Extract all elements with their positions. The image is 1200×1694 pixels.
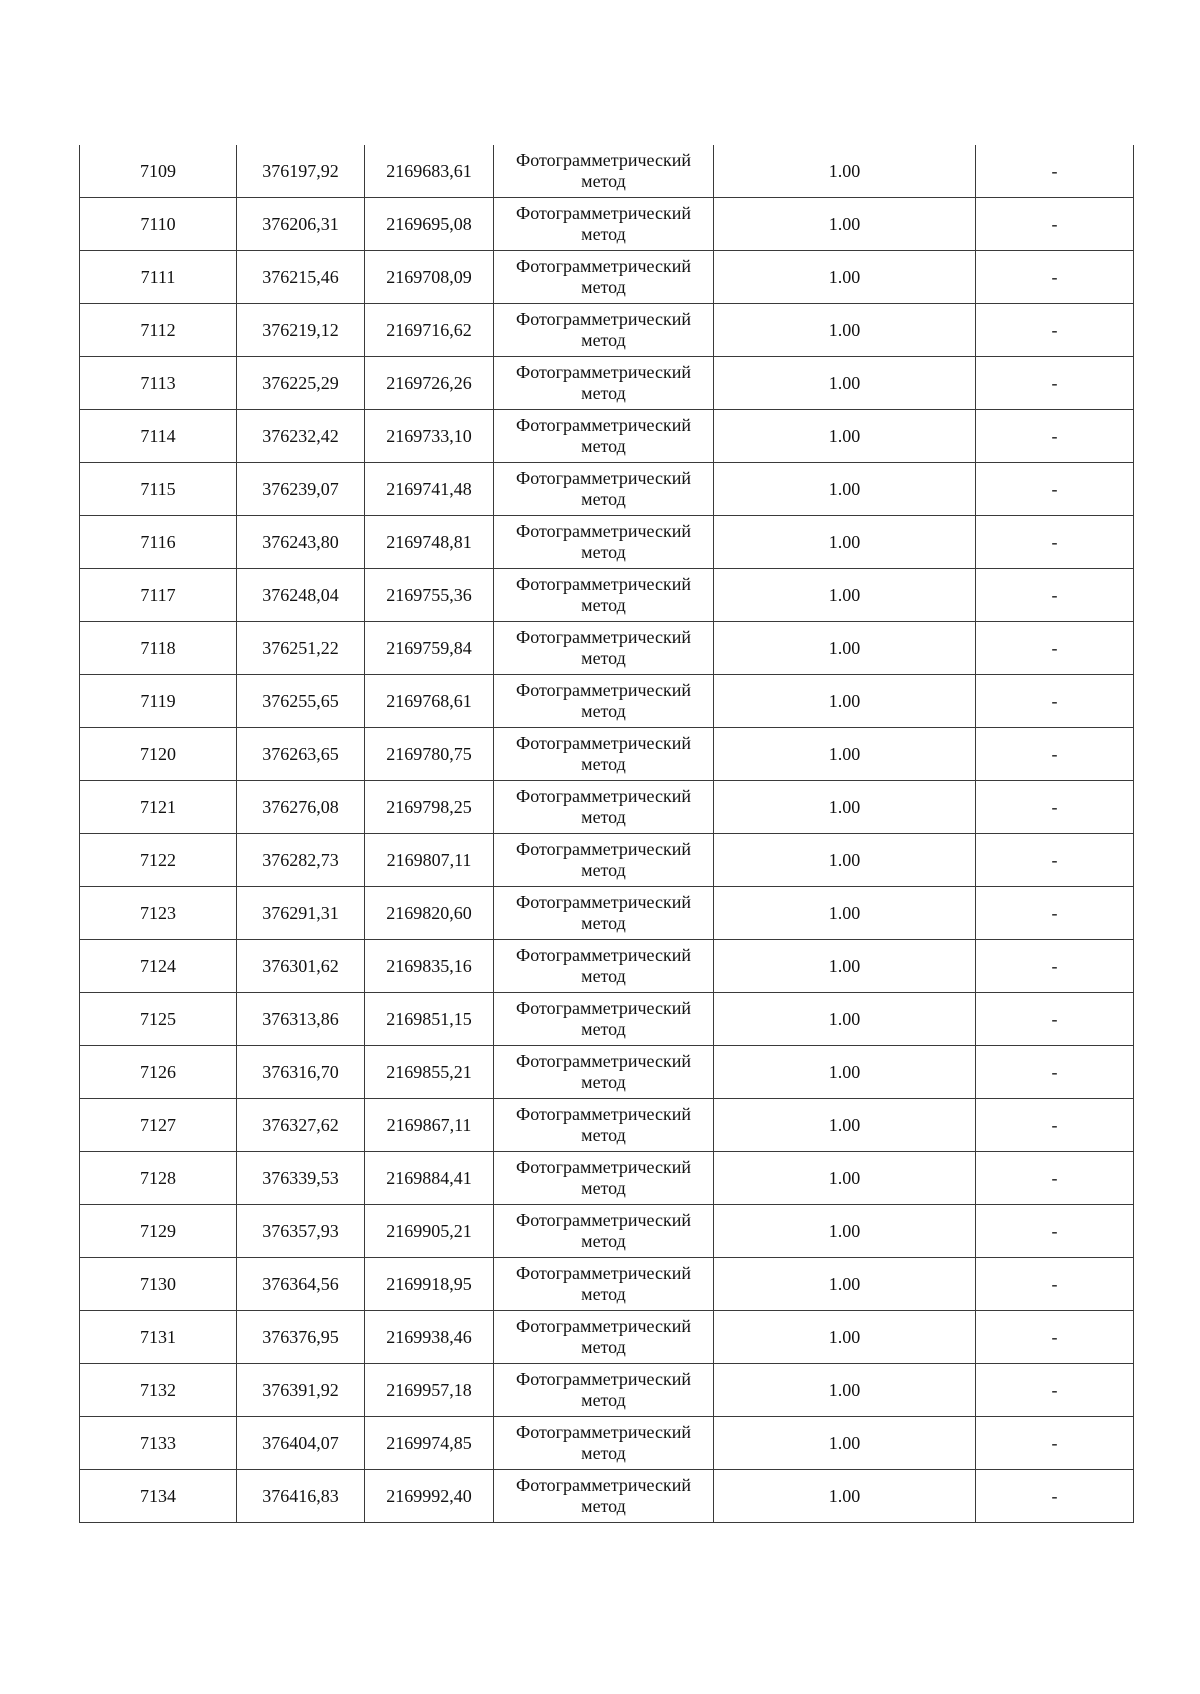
note-cell: - bbox=[976, 569, 1134, 622]
note-cell: - bbox=[976, 516, 1134, 569]
accuracy-cell: 1.00 bbox=[714, 516, 976, 569]
method-text-line-2: метод bbox=[581, 648, 626, 668]
point-number-cell: 7133 bbox=[80, 1417, 237, 1470]
method-text-line-2: метод bbox=[581, 1496, 626, 1516]
point-number-cell: 7121 bbox=[80, 781, 237, 834]
note-cell: - bbox=[976, 1311, 1134, 1364]
method-text-line-1: Фотограмметрический bbox=[516, 839, 691, 859]
method-cell bbox=[494, 1311, 714, 1364]
x-coordinate-cell: 376263,65 bbox=[237, 728, 365, 781]
note-cell: - bbox=[976, 304, 1134, 357]
method-text-line-1: Фотограмметрический bbox=[516, 362, 691, 382]
accuracy-cell: 1.00 bbox=[714, 834, 976, 887]
accuracy-cell: 1.00 bbox=[714, 675, 976, 728]
point-number-cell: 7128 bbox=[80, 1152, 237, 1205]
accuracy-cell: 1.00 bbox=[714, 1046, 976, 1099]
accuracy-cell: 1.00 bbox=[714, 145, 976, 198]
table-row bbox=[80, 357, 1134, 410]
point-number-cell: 7111 bbox=[80, 251, 237, 304]
table-row bbox=[80, 463, 1134, 516]
accuracy-cell: 1.00 bbox=[714, 1417, 976, 1470]
method-text-line-2: метод bbox=[581, 1125, 626, 1145]
coordinates-table bbox=[79, 145, 1134, 1523]
note-cell: - bbox=[976, 1099, 1134, 1152]
table-row bbox=[80, 1258, 1134, 1311]
x-coordinate-cell: 376339,53 bbox=[237, 1152, 365, 1205]
method-text-line-2: метод bbox=[581, 1337, 626, 1357]
point-number-cell: 7115 bbox=[80, 463, 237, 516]
note-cell: - bbox=[976, 728, 1134, 781]
method-text-line-1: Фотограмметрический bbox=[516, 256, 691, 276]
method-text-line-1: Фотограмметрический bbox=[516, 1157, 691, 1177]
x-coordinate-cell: 376376,95 bbox=[237, 1311, 365, 1364]
method-text-line-2: метод bbox=[581, 1284, 626, 1304]
point-number-cell: 7129 bbox=[80, 1205, 237, 1258]
y-coordinate-cell: 2169918,95 bbox=[365, 1258, 494, 1311]
table-row bbox=[80, 304, 1134, 357]
point-number-cell: 7116 bbox=[80, 516, 237, 569]
method-cell bbox=[494, 198, 714, 251]
note-cell: - bbox=[976, 622, 1134, 675]
note-cell: - bbox=[976, 145, 1134, 198]
method-text-line-1: Фотограмметрический bbox=[516, 1051, 691, 1071]
x-coordinate-cell: 376248,04 bbox=[237, 569, 365, 622]
table-row bbox=[80, 569, 1134, 622]
x-coordinate-cell: 376316,70 bbox=[237, 1046, 365, 1099]
x-coordinate-cell: 376219,12 bbox=[237, 304, 365, 357]
y-coordinate-cell: 2169780,75 bbox=[365, 728, 494, 781]
x-coordinate-cell: 376291,31 bbox=[237, 887, 365, 940]
point-number-cell: 7117 bbox=[80, 569, 237, 622]
x-coordinate-cell: 376243,80 bbox=[237, 516, 365, 569]
method-text-line-1: Фотограмметрический bbox=[516, 733, 691, 753]
accuracy-cell: 1.00 bbox=[714, 728, 976, 781]
point-number-cell: 7127 bbox=[80, 1099, 237, 1152]
method-text-line-2: метод bbox=[581, 1390, 626, 1410]
method-cell bbox=[494, 940, 714, 993]
method-cell bbox=[494, 887, 714, 940]
accuracy-cell: 1.00 bbox=[714, 1205, 976, 1258]
y-coordinate-cell: 2169708,09 bbox=[365, 251, 494, 304]
method-text-line-1: Фотограмметрический bbox=[516, 150, 691, 170]
note-cell: - bbox=[976, 781, 1134, 834]
method-cell bbox=[494, 1470, 714, 1523]
x-coordinate-cell: 376232,42 bbox=[237, 410, 365, 463]
method-cell bbox=[494, 1205, 714, 1258]
y-coordinate-cell: 2169905,21 bbox=[365, 1205, 494, 1258]
y-coordinate-cell: 2169748,81 bbox=[365, 516, 494, 569]
note-cell: - bbox=[976, 887, 1134, 940]
accuracy-cell: 1.00 bbox=[714, 1258, 976, 1311]
point-number-cell: 7122 bbox=[80, 834, 237, 887]
method-text-line-2: метод bbox=[581, 171, 626, 191]
method-cell bbox=[494, 622, 714, 675]
note-cell: - bbox=[976, 357, 1134, 410]
table-row bbox=[80, 1152, 1134, 1205]
method-text-line-1: Фотограмметрический bbox=[516, 1422, 691, 1442]
method-cell bbox=[494, 410, 714, 463]
method-cell bbox=[494, 1099, 714, 1152]
method-cell bbox=[494, 251, 714, 304]
x-coordinate-cell: 376404,07 bbox=[237, 1417, 365, 1470]
point-number-cell: 7131 bbox=[80, 1311, 237, 1364]
y-coordinate-cell: 2169867,11 bbox=[365, 1099, 494, 1152]
method-text-line-2: метод bbox=[581, 966, 626, 986]
table-row bbox=[80, 1205, 1134, 1258]
table-row bbox=[80, 675, 1134, 728]
method-text-line-1: Фотограмметрический bbox=[516, 1475, 691, 1495]
method-text-line-2: метод bbox=[581, 860, 626, 880]
point-number-cell: 7110 bbox=[80, 198, 237, 251]
table-row bbox=[80, 993, 1134, 1046]
method-text-line-1: Фотограмметрический bbox=[516, 309, 691, 329]
point-number-cell: 7118 bbox=[80, 622, 237, 675]
table-row bbox=[80, 728, 1134, 781]
x-coordinate-cell: 376364,56 bbox=[237, 1258, 365, 1311]
accuracy-cell: 1.00 bbox=[714, 1311, 976, 1364]
x-coordinate-cell: 376276,08 bbox=[237, 781, 365, 834]
y-coordinate-cell: 2169957,18 bbox=[365, 1364, 494, 1417]
method-text-line-1: Фотограмметрический bbox=[516, 1210, 691, 1230]
method-text-line-2: метод bbox=[581, 1443, 626, 1463]
note-cell: - bbox=[976, 463, 1134, 516]
table-row bbox=[80, 940, 1134, 993]
table-row bbox=[80, 622, 1134, 675]
y-coordinate-cell: 2169992,40 bbox=[365, 1470, 494, 1523]
accuracy-cell: 1.00 bbox=[714, 198, 976, 251]
accuracy-cell: 1.00 bbox=[714, 993, 976, 1046]
method-text-line-2: метод bbox=[581, 913, 626, 933]
y-coordinate-cell: 2169726,26 bbox=[365, 357, 494, 410]
method-text-line-1: Фотограмметрический bbox=[516, 1104, 691, 1124]
table-row bbox=[80, 887, 1134, 940]
y-coordinate-cell: 2169733,10 bbox=[365, 410, 494, 463]
method-text-line-2: метод bbox=[581, 277, 626, 297]
method-text-line-2: метод bbox=[581, 489, 626, 509]
method-text-line-1: Фотограмметрический bbox=[516, 574, 691, 594]
method-text-line-2: метод bbox=[581, 807, 626, 827]
x-coordinate-cell: 376391,92 bbox=[237, 1364, 365, 1417]
point-number-cell: 7125 bbox=[80, 993, 237, 1046]
accuracy-cell: 1.00 bbox=[714, 781, 976, 834]
x-coordinate-cell: 376215,46 bbox=[237, 251, 365, 304]
y-coordinate-cell: 2169938,46 bbox=[365, 1311, 494, 1364]
y-coordinate-cell: 2169768,61 bbox=[365, 675, 494, 728]
y-coordinate-cell: 2169716,62 bbox=[365, 304, 494, 357]
method-text-line-1: Фотограмметрический bbox=[516, 945, 691, 965]
note-cell: - bbox=[976, 993, 1134, 1046]
y-coordinate-cell: 2169683,61 bbox=[365, 145, 494, 198]
point-number-cell: 7120 bbox=[80, 728, 237, 781]
x-coordinate-cell: 376225,29 bbox=[237, 357, 365, 410]
table-row bbox=[80, 1470, 1134, 1523]
method-text-line-1: Фотограмметрический bbox=[516, 1316, 691, 1336]
y-coordinate-cell: 2169741,48 bbox=[365, 463, 494, 516]
point-number-cell: 7124 bbox=[80, 940, 237, 993]
table-row bbox=[80, 145, 1134, 198]
x-coordinate-cell: 376357,93 bbox=[237, 1205, 365, 1258]
accuracy-cell: 1.00 bbox=[714, 1152, 976, 1205]
method-text-line-1: Фотограмметрический bbox=[516, 892, 691, 912]
method-text-line-2: метод bbox=[581, 1178, 626, 1198]
method-text-line-1: Фотограмметрический bbox=[516, 521, 691, 541]
method-cell bbox=[494, 1417, 714, 1470]
table-row bbox=[80, 1046, 1134, 1099]
method-text-line-1: Фотограмметрический bbox=[516, 998, 691, 1018]
y-coordinate-cell: 2169851,15 bbox=[365, 993, 494, 1046]
y-coordinate-cell: 2169755,36 bbox=[365, 569, 494, 622]
method-text-line-2: метод bbox=[581, 1231, 626, 1251]
x-coordinate-cell: 376327,62 bbox=[237, 1099, 365, 1152]
method-cell bbox=[494, 145, 714, 198]
y-coordinate-cell: 2169695,08 bbox=[365, 198, 494, 251]
table-row bbox=[80, 1311, 1134, 1364]
accuracy-cell: 1.00 bbox=[714, 357, 976, 410]
y-coordinate-cell: 2169855,21 bbox=[365, 1046, 494, 1099]
x-coordinate-cell: 376255,65 bbox=[237, 675, 365, 728]
note-cell: - bbox=[976, 1258, 1134, 1311]
method-text-line-1: Фотограмметрический bbox=[516, 1263, 691, 1283]
method-text-line-2: метод bbox=[581, 1019, 626, 1039]
table-row bbox=[80, 516, 1134, 569]
point-number-cell: 7114 bbox=[80, 410, 237, 463]
method-text-line-2: метод bbox=[581, 595, 626, 615]
table-row bbox=[80, 781, 1134, 834]
x-coordinate-cell: 376282,73 bbox=[237, 834, 365, 887]
method-text-line-1: Фотограмметрический bbox=[516, 415, 691, 435]
method-cell bbox=[494, 1258, 714, 1311]
accuracy-cell: 1.00 bbox=[714, 622, 976, 675]
method-cell bbox=[494, 463, 714, 516]
note-cell: - bbox=[976, 410, 1134, 463]
x-coordinate-cell: 376301,62 bbox=[237, 940, 365, 993]
point-number-cell: 7126 bbox=[80, 1046, 237, 1099]
table-row bbox=[80, 1364, 1134, 1417]
note-cell: - bbox=[976, 1205, 1134, 1258]
accuracy-cell: 1.00 bbox=[714, 1364, 976, 1417]
table-row bbox=[80, 251, 1134, 304]
point-number-cell: 7109 bbox=[80, 145, 237, 198]
method-text-line-1: Фотограмметрический bbox=[516, 627, 691, 647]
point-number-cell: 7119 bbox=[80, 675, 237, 728]
method-text-line-2: метод bbox=[581, 330, 626, 350]
method-text-line-1: Фотограмметрический bbox=[516, 680, 691, 700]
point-number-cell: 7130 bbox=[80, 1258, 237, 1311]
method-cell bbox=[494, 357, 714, 410]
table-row bbox=[80, 198, 1134, 251]
note-cell: - bbox=[976, 675, 1134, 728]
method-text-line-2: метод bbox=[581, 224, 626, 244]
y-coordinate-cell: 2169807,11 bbox=[365, 834, 494, 887]
method-text-line-2: метод bbox=[581, 436, 626, 456]
table-row bbox=[80, 410, 1134, 463]
y-coordinate-cell: 2169820,60 bbox=[365, 887, 494, 940]
method-text-line-1: Фотограмметрический bbox=[516, 468, 691, 488]
point-number-cell: 7134 bbox=[80, 1470, 237, 1523]
method-cell bbox=[494, 1046, 714, 1099]
x-coordinate-cell: 376197,92 bbox=[237, 145, 365, 198]
point-number-cell: 7123 bbox=[80, 887, 237, 940]
method-text-line-1: Фотограмметрический bbox=[516, 1369, 691, 1389]
method-cell bbox=[494, 834, 714, 887]
y-coordinate-cell: 2169759,84 bbox=[365, 622, 494, 675]
x-coordinate-cell: 376251,22 bbox=[237, 622, 365, 675]
method-text-line-2: метод bbox=[581, 1072, 626, 1092]
note-cell: - bbox=[976, 251, 1134, 304]
note-cell: - bbox=[976, 1152, 1134, 1205]
accuracy-cell: 1.00 bbox=[714, 410, 976, 463]
x-coordinate-cell: 376206,31 bbox=[237, 198, 365, 251]
method-cell bbox=[494, 1152, 714, 1205]
coordinates-table-body bbox=[80, 145, 1134, 1523]
table-row bbox=[80, 1417, 1134, 1470]
point-number-cell: 7132 bbox=[80, 1364, 237, 1417]
method-text-line-1: Фотограмметрический bbox=[516, 203, 691, 223]
method-cell bbox=[494, 675, 714, 728]
accuracy-cell: 1.00 bbox=[714, 569, 976, 622]
accuracy-cell: 1.00 bbox=[714, 1099, 976, 1152]
accuracy-cell: 1.00 bbox=[714, 1470, 976, 1523]
accuracy-cell: 1.00 bbox=[714, 940, 976, 993]
accuracy-cell: 1.00 bbox=[714, 304, 976, 357]
accuracy-cell: 1.00 bbox=[714, 251, 976, 304]
method-cell bbox=[494, 304, 714, 357]
note-cell: - bbox=[976, 1046, 1134, 1099]
note-cell: - bbox=[976, 834, 1134, 887]
note-cell: - bbox=[976, 1364, 1134, 1417]
method-text-line-2: метод bbox=[581, 701, 626, 721]
x-coordinate-cell: 376416,83 bbox=[237, 1470, 365, 1523]
y-coordinate-cell: 2169974,85 bbox=[365, 1417, 494, 1470]
method-cell bbox=[494, 781, 714, 834]
x-coordinate-cell: 376239,07 bbox=[237, 463, 365, 516]
note-cell: - bbox=[976, 1470, 1134, 1523]
table-row bbox=[80, 1099, 1134, 1152]
method-text-line-2: метод bbox=[581, 754, 626, 774]
method-cell bbox=[494, 993, 714, 1046]
table-row bbox=[80, 834, 1134, 887]
y-coordinate-cell: 2169884,41 bbox=[365, 1152, 494, 1205]
x-coordinate-cell: 376313,86 bbox=[237, 993, 365, 1046]
accuracy-cell: 1.00 bbox=[714, 887, 976, 940]
note-cell: - bbox=[976, 1417, 1134, 1470]
method-text-line-2: метод bbox=[581, 542, 626, 562]
method-cell bbox=[494, 728, 714, 781]
point-number-cell: 7112 bbox=[80, 304, 237, 357]
method-cell bbox=[494, 569, 714, 622]
y-coordinate-cell: 2169835,16 bbox=[365, 940, 494, 993]
y-coordinate-cell: 2169798,25 bbox=[365, 781, 494, 834]
note-cell: - bbox=[976, 198, 1134, 251]
method-cell bbox=[494, 1364, 714, 1417]
accuracy-cell: 1.00 bbox=[714, 463, 976, 516]
method-text-line-2: метод bbox=[581, 383, 626, 403]
method-cell bbox=[494, 516, 714, 569]
point-number-cell: 7113 bbox=[80, 357, 237, 410]
method-text-line-1: Фотограмметрический bbox=[516, 786, 691, 806]
note-cell: - bbox=[976, 940, 1134, 993]
